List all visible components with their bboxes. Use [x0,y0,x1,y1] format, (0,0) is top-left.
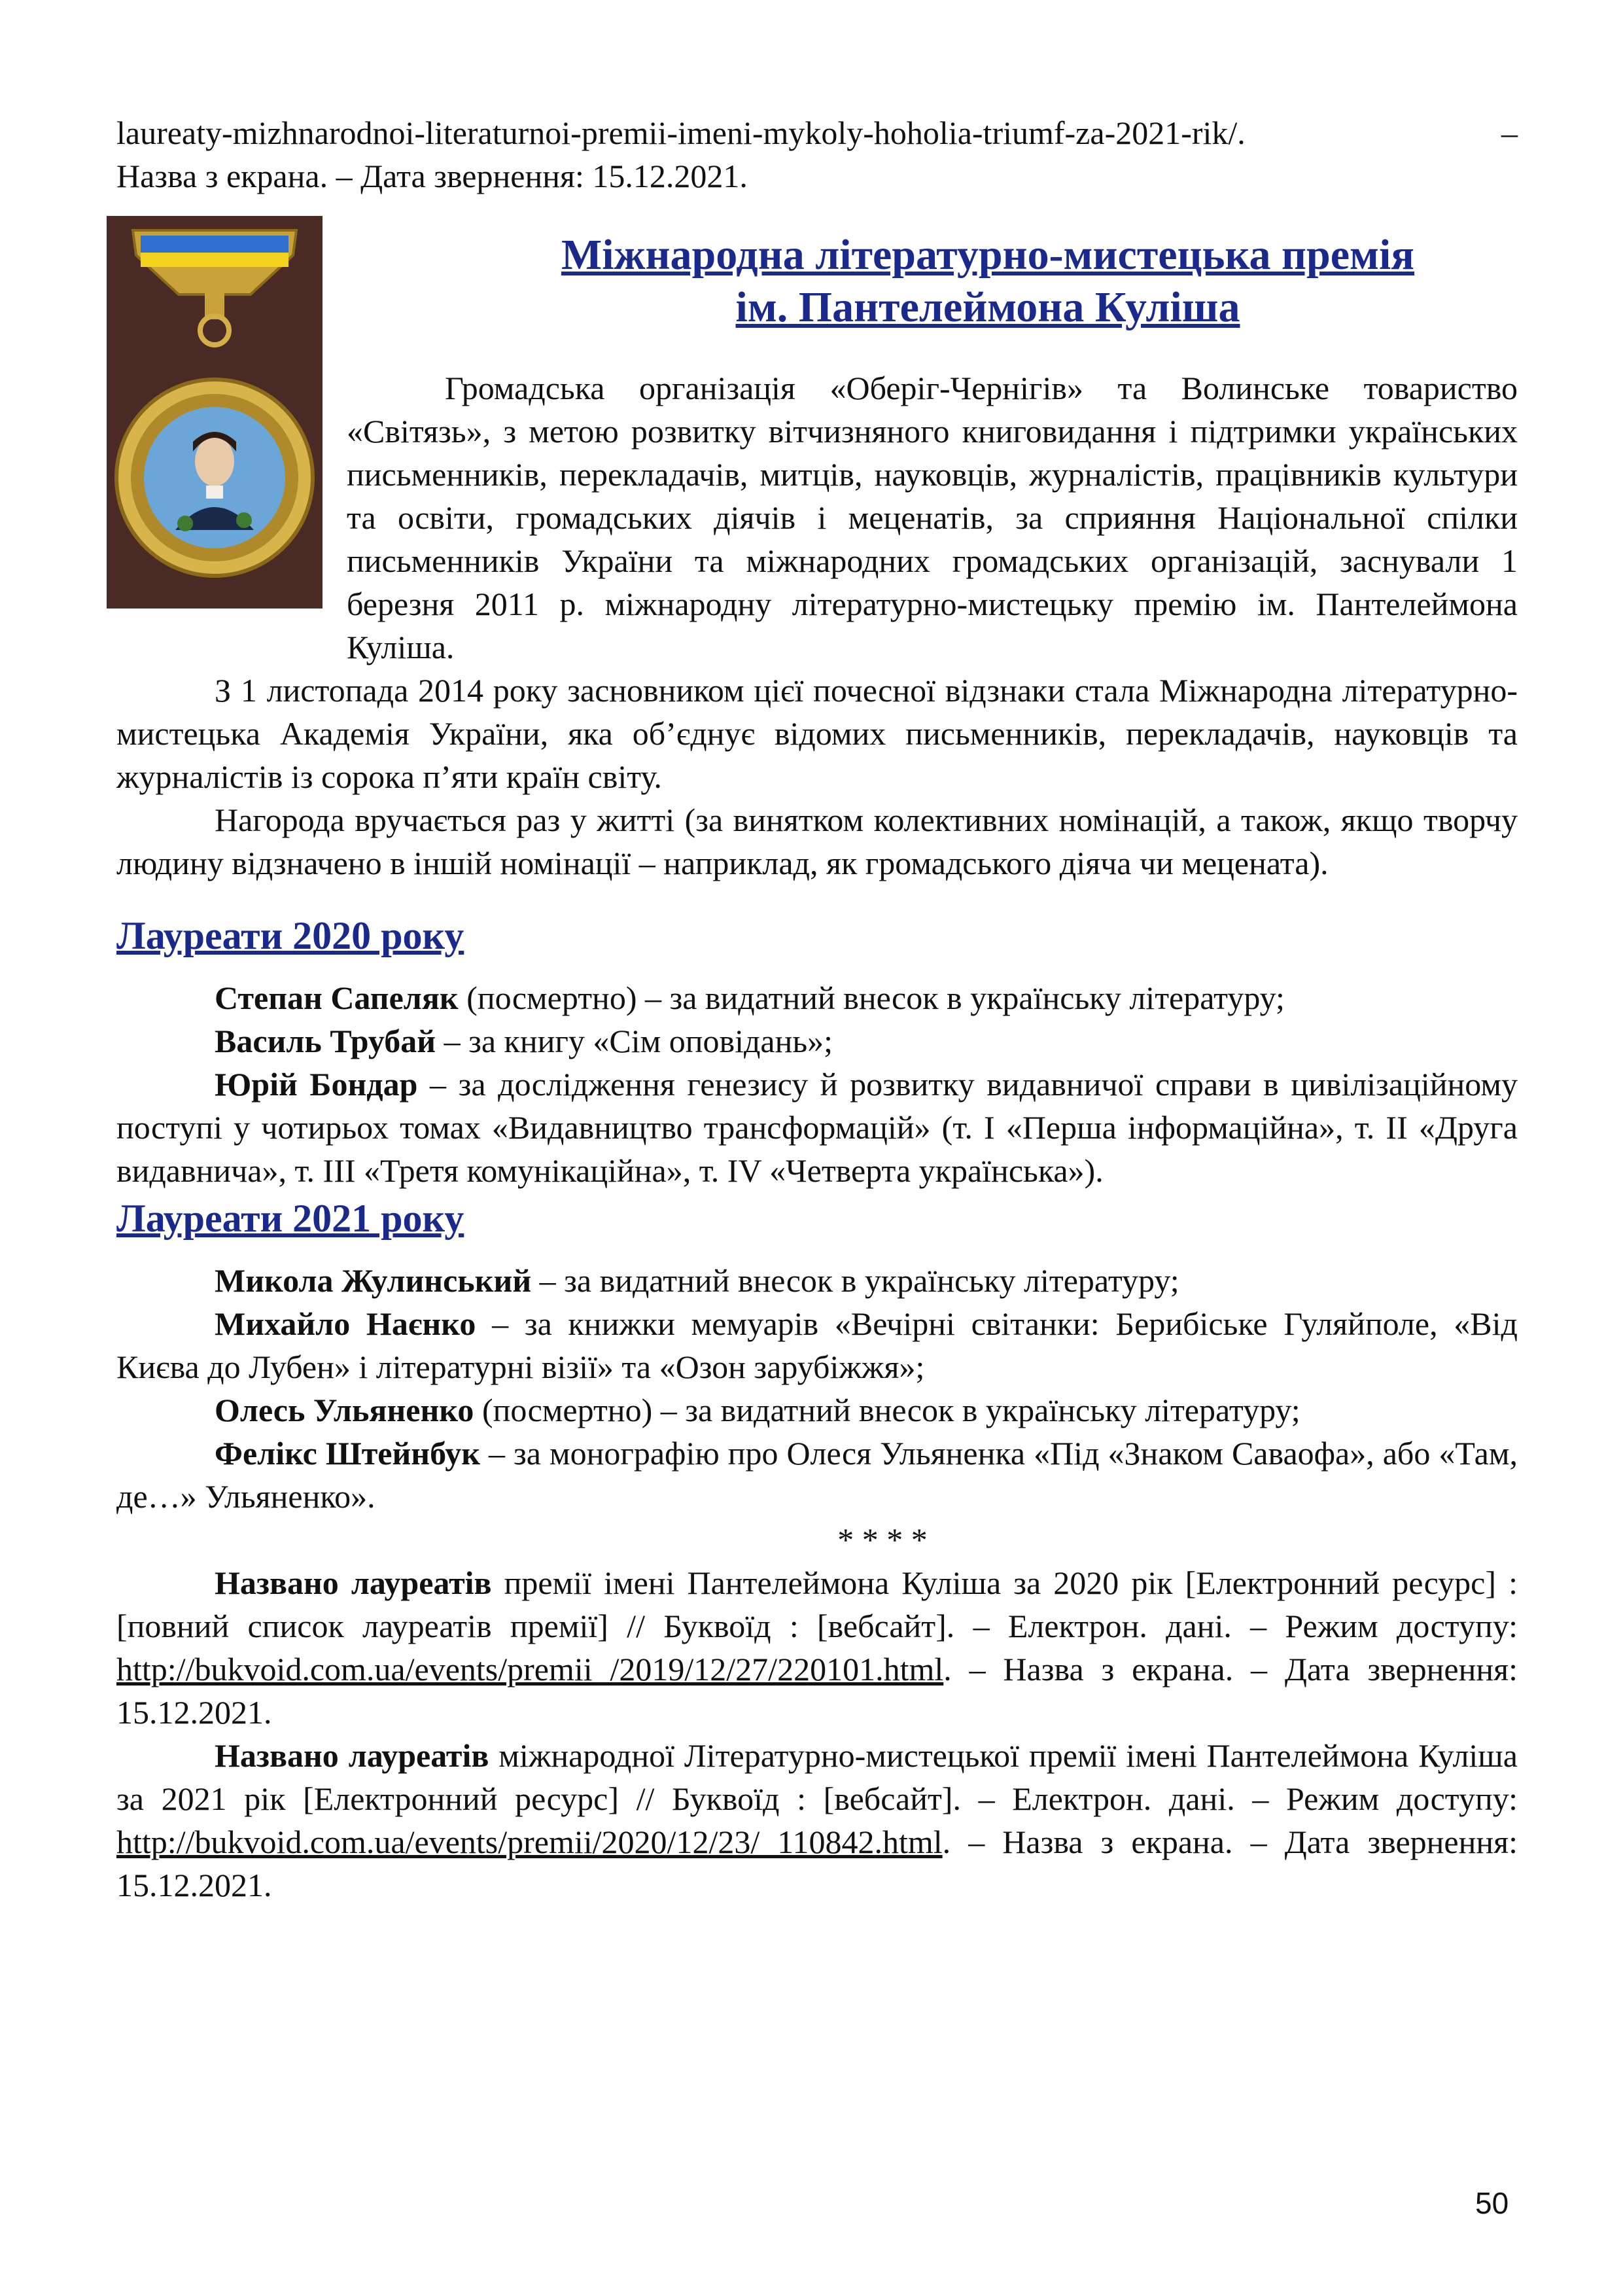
laureates-2021-heading: Лауреати 2021 року [116,1197,464,1240]
laureate-item: Степан Сапеляк (посмертно) – за видатний внесок в українську літературу; [215,980,1285,1016]
laureate-item: Фелікс Штейнбук – за монографію про Олеся Ульяненка «Під «Знаком Саваофа», або «Там, де…» Ульяненко». [116,1435,1518,1515]
laureate-item: Олесь Ульяненко (посмертно) – за видатний внесок в українську літературу; [215,1392,1300,1428]
laureate-item: Михайло Наєнко – за книжки мемуарів «Вечірні світанки: Берибіське Гуляйполе, «Від Києва до Лубен» і літературні візії» та «Озон зарубіжжя»; [116,1305,1518,1385]
laureates-2020-list [116,976,1518,1192]
intro-section [116,366,1518,1907]
laureate-item: Юрій Бондар – за дослідження генезису й розвитку видавничої справи в цивілізаційному поступі у чотирьох томах «Видавництво трансформацій» (т. І «Перша інформаційна», т. ІІ «Друга видавнича», т. ІІІ «Третя комунікаційна», т. IV «Четверта українська»). [116,1066,1518,1189]
reference-link[interactable]: http://bukvoid.com.ua/events/premii/2020/12/23/ 110842.html [116,1824,943,1860]
award-title-line1: Міжнародна літературно-мистецька премія [561,231,1415,279]
reference-item: Названо лауреатів премії імені Пантелеймона Куліша за 2020 рік [Електронний ресурс] : [повний список лауреатів премії] // Буквоїд : [вебсайт]. – Електрон. дані. – Режим доступу: http://bukvoid.com.ua/events/premii /2019/12/27/220101.html. – Назва з екрана. – Дата звернення: 15.12.2021. [116,1564,1518,1731]
reference-link[interactable]: http://bukvoid.com.ua/events/premii /2019/12/27/220101.html [116,1651,944,1687]
page-number: 50 [1475,2186,1509,2220]
reference-item: Названо лауреатів міжнародної Літературно-мистецької премії імені Пантелеймона Куліша за 2021 рік [Електронний ресурс] // Буквоїд : [вебсайт]. – Електрон. дані. – Режим доступу: http://bukvoid.com.ua/events/premii/2020/12/23/ 110842.html. – Назва з екрана. – Дата звернення: 15.12.2021. [116,1737,1518,1903]
laureates-2021-list [116,1259,1518,1518]
top-ref-line2: Назва з екрана. – Дата звернення: 15.12.2021. [116,158,748,194]
top-ref-line1: laureaty-mizhnarodnoi-literaturnoi-premii-imeni-mykoly-hoholia-triumf-za-2021-rik/. – [116,115,1518,151]
intro-paragraph-3: Нагорода вручається раз у житті (за винятком колективних номінацій, а також, якщо творчу людину відзначено в іншій номінації – наприклад, як громадського діяча чи мецената). [116,802,1518,881]
award-title [366,229,1609,334]
separator: * * * * [837,1521,928,1558]
laureate-item: Василь Трубай – за книгу «Сім оповідань»; [215,1023,833,1059]
laureates-2020-heading: Лауреати 2020 року [116,914,464,957]
top-reference [116,111,1518,198]
intro-paragraph-1: Громадська організація «Оберіг-Чернігів» та Волинське товариство «Світязь», з метою розвитку вітчизняного книговидання і підтримки українських письменників, перекладачів, митців, науковців, журналістів, працівників культури та освіти, громадських діячів і меценатів, за сприяння Національної спілки письменників України та міжнародних громадських організацій, заснували 1 березня 2011 р. міжнародну літературно-мистецьку премію ім. Пантелеймона Куліша. [347,370,1518,665]
laureate-item: Микола Жулинський – за видатний внесок в українську літературу; [215,1262,1179,1299]
award-title-line2: ім. Пантелеймона Куліша [735,283,1240,331]
references [116,1561,1518,1907]
intro-paragraph-2: З 1 листопада 2014 року засновником цієї почесної відзнаки стала Міжнародна літературно-мистецька Академія України, яка об’єднує відомих письменників, перекладачів, науковців та журналістів із сорока п’яти країн світу. [116,672,1518,795]
